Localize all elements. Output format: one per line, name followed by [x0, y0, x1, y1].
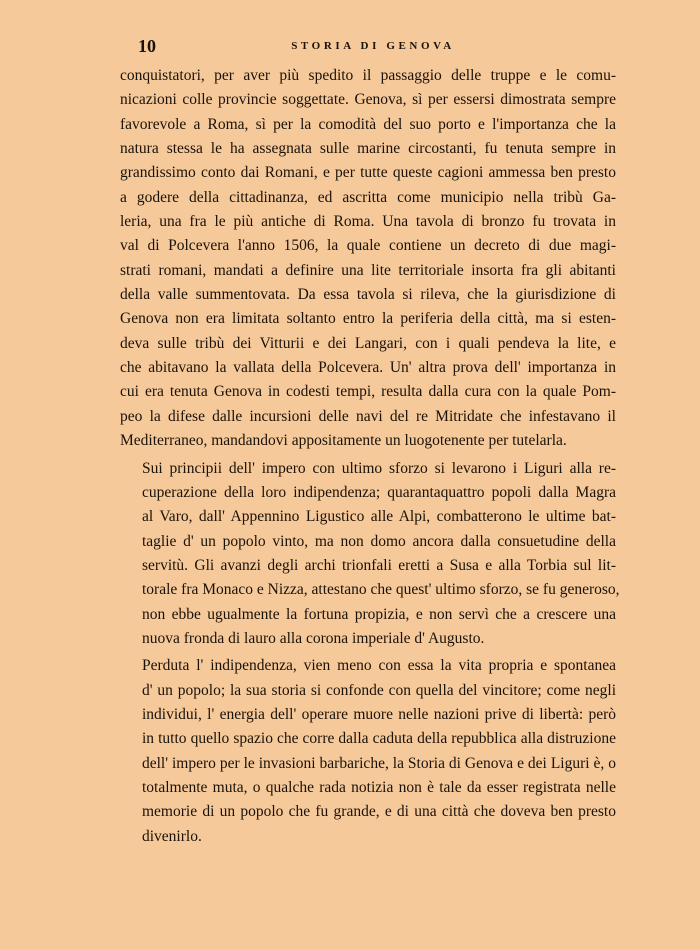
page-header	[120, 34, 616, 58]
page-number: 10	[138, 36, 156, 56]
text-line: a godere della cittadinanza, ed ascritta come municipio nella tribù Ga-	[120, 188, 616, 206]
text-line: Sui principii dell' impero con ultimo sforzo si levarono i Liguri alla re-	[142, 459, 616, 477]
text-line: cuperazione della loro indipendenza; quarantaquattro popoli dalla Magra	[142, 483, 616, 501]
text-line: al Varo, dall' Appennino Ligustico alle Alpi, combatterono le ultime bat-	[142, 508, 616, 526]
text-line: che abitavano la vallata della Polcevera. Un' altra prova dell' importanza in	[120, 359, 616, 377]
text-line: della valle summentovata. Da essa tavola si rileva, che la giurisdizione di	[120, 286, 616, 304]
text-line: memorie di un popolo che fu grande, e di una città che doveva ben presto	[142, 803, 616, 821]
text-line: servitù. Gli avanzi degli archi trionfali eretti a Susa e alla Torbia sul lit-	[142, 556, 616, 574]
paragraph-2	[120, 457, 620, 652]
text-line: Perduta l' indipendenza, vien meno con essa la vita propria e spontanea	[142, 657, 616, 675]
text-line: totalmente muta, o qualche rada notizia non è tale da esser registrata nelle	[142, 778, 616, 796]
text-line: d' un popolo; la sua storia si confonde con quella del vincitore; come negli	[142, 681, 616, 699]
text-line: val di Polcevera l'anno 1506, la quale contiene un decreto di due magi-	[120, 237, 616, 255]
text-line: grandissimo conto dai Romani, e per tutte queste cagioni ammessa ben presto	[120, 164, 616, 182]
text-line: strati romani, mandati a definire una lite territoriale insorta fra gli abitanti	[120, 261, 616, 279]
text-line: peo la difese dalle incursioni delle navi del re Mitridate che infestavano il	[120, 407, 616, 425]
text-line: favorevole a Roma, sì per la comodità del suo porto e l'importanza che la	[120, 115, 616, 133]
text-line: individui, l' energia dell' operare muore nelle nazioni prive di libertà: però	[142, 705, 616, 723]
text-line: cui era tenuta Genova in codesti tempi, resulta dalla cura con la quale Pom-	[120, 383, 616, 401]
text-line: conquistatori, per aver più spedito il passaggio delle truppe e le comu-	[120, 67, 616, 84]
text-line: divenirlo.	[142, 827, 202, 845]
text-line: Mediterraneo, mandandovi appositamente un luogotenente per tutelarla.	[120, 432, 567, 450]
body-text	[120, 64, 620, 849]
text-line: nicazioni colle provincie soggettate. Genova, sì per essersi dimostrata sempre	[120, 91, 616, 109]
paragraph-1	[120, 64, 616, 454]
text-line: taglie d' un popolo vinto, ma non domo ancora dalla consuetudine della	[142, 532, 616, 550]
text-line: leria, una fra le più antiche di Roma. Una tavola di bronzo fu trovata in	[120, 213, 616, 231]
text-line: deva sulle tribù dei Vitturii e dei Langari, con i quali pendeva la lite, e	[120, 334, 616, 352]
paragraph-3	[120, 654, 616, 849]
running-title: STORIA DI GENOVA	[291, 40, 455, 52]
text-line: non ebbe ugualmente la fortuna propizia, e non servì che a crescere una	[142, 605, 616, 623]
text-line: natura stessa le ha assegnata sulle marine circostanti, fu tenuta sempre in	[120, 140, 616, 158]
text-line: nuova fronda di lauro alla corona imperiale d' Augusto.	[142, 629, 485, 647]
text-line: dell' impero per le invasioni barbariche, la Storia di Genova e dei Liguri è, o	[142, 754, 616, 772]
text-line: torale fra Monaco e Nizza, attestano che quest' ultimo sforzo, se fu generoso,	[142, 581, 620, 599]
text-line: Genova non era limitata soltanto entro la periferia della città, ma si esten-	[120, 310, 616, 328]
text-line: in tutto quello spazio che corre dalla caduta della repubblica alla distruzione	[142, 730, 616, 748]
